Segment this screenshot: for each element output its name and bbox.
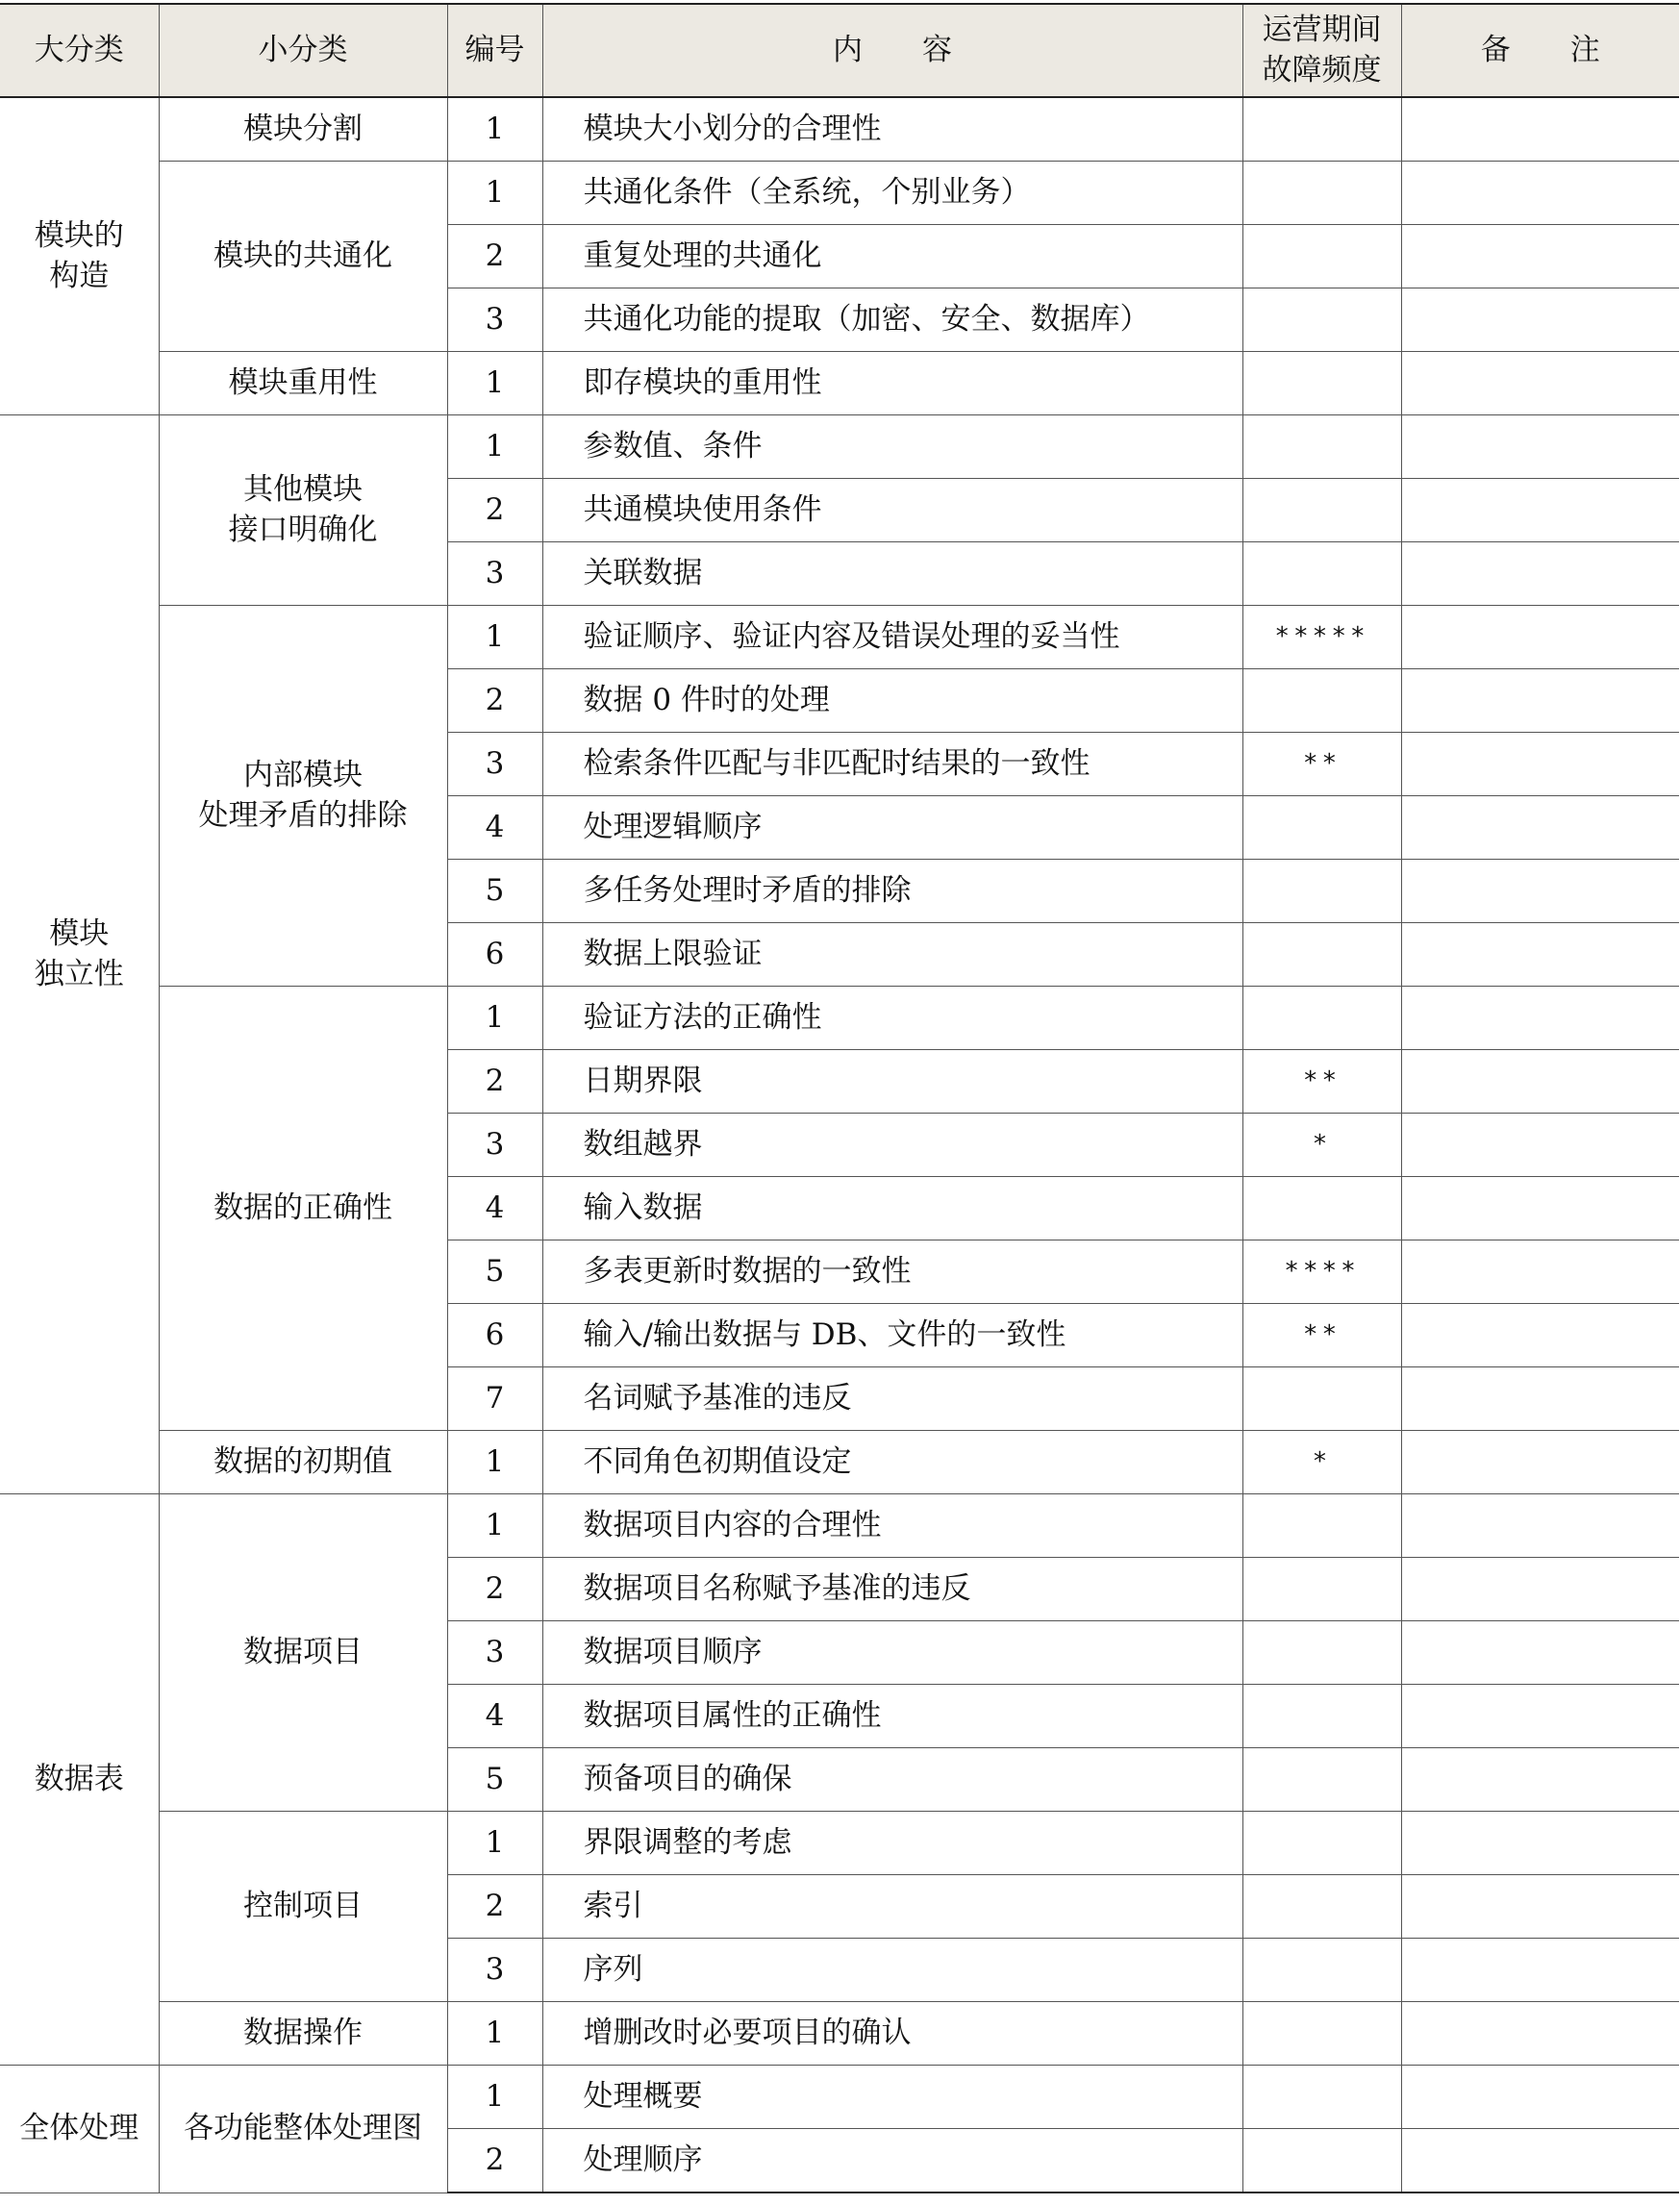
minor-category-cell: 模块重用性 (159, 352, 447, 415)
item-number: 4 (447, 796, 542, 860)
item-number: 1 (447, 987, 542, 1050)
item-content: 数据项目名称赋予基准的违反 (542, 1558, 1242, 1621)
item-number: 3 (447, 1939, 542, 2002)
item-number: 4 (447, 1685, 542, 1748)
remark-cell (1401, 225, 1679, 288)
header-minor-category: 小分类 (159, 4, 447, 97)
failure-frequency (1242, 479, 1401, 542)
item-number: 6 (447, 1304, 542, 1367)
failure-frequency (1242, 669, 1401, 733)
remark-cell (1401, 1494, 1679, 1558)
remark-cell (1401, 733, 1679, 796)
remark-cell (1401, 1685, 1679, 1748)
remark-cell (1401, 415, 1679, 479)
item-content: 数据项目内容的合理性 (542, 1494, 1242, 1558)
failure-frequency: ** (1242, 1304, 1401, 1367)
remark-cell (1401, 669, 1679, 733)
failure-frequency: ** (1242, 733, 1401, 796)
item-content: 共通化条件（全系统，个别业务） (542, 162, 1242, 225)
table-row (0, 606, 1679, 669)
header-major-category: 大分类 (0, 4, 159, 97)
failure-frequency (1242, 542, 1401, 606)
remark-cell (1401, 1367, 1679, 1431)
header-row (0, 4, 1679, 97)
major-label: 构造 (49, 258, 110, 293)
item-content: 多表更新时数据的一致性 (542, 1240, 1242, 1304)
table-row (0, 2002, 1679, 2066)
item-number: 1 (447, 1494, 542, 1558)
table-row (0, 987, 1679, 1050)
table-row (0, 2066, 1679, 2129)
failure-frequency: ** (1242, 1050, 1401, 1114)
failure-frequency (1242, 1177, 1401, 1240)
item-number: 3 (447, 1114, 542, 1177)
item-number: 7 (447, 1367, 542, 1431)
minor-category-cell (159, 415, 447, 606)
failure-frequency (1242, 1875, 1401, 1939)
failure-frequency (1242, 923, 1401, 987)
item-content: 共通化功能的提取（加密、安全、数据库） (542, 288, 1242, 352)
remark-cell (1401, 987, 1679, 1050)
item-content: 名词赋予基准的违反 (542, 1367, 1242, 1431)
item-content: 输入/输出数据与 DB、文件的一致性 (542, 1304, 1242, 1367)
item-content: 增删改时必要项目的确认 (542, 2002, 1242, 2066)
item-number: 1 (447, 2002, 542, 2066)
remark-cell (1401, 1050, 1679, 1114)
item-content: 检索条件匹配与非匹配时结果的一致性 (542, 733, 1242, 796)
item-content: 数据 0 件时的处理 (542, 669, 1242, 733)
remark-cell (1401, 97, 1679, 162)
item-number: 6 (447, 923, 542, 987)
item-number: 1 (447, 97, 542, 162)
failure-frequency (1242, 1367, 1401, 1431)
failure-frequency (1242, 1621, 1401, 1685)
remark-cell (1401, 796, 1679, 860)
item-content: 数据上限验证 (542, 923, 1242, 987)
item-number: 3 (447, 733, 542, 796)
item-content: 处理顺序 (542, 2129, 1242, 2193)
item-content: 预备项目的确保 (542, 1748, 1242, 1812)
minor-category-cell (159, 606, 447, 987)
minor-category-cell: 各功能整体处理图 (159, 2066, 447, 2193)
remark-cell (1401, 1114, 1679, 1177)
remark-cell (1401, 479, 1679, 542)
failure-frequency (1242, 1748, 1401, 1812)
remark-cell (1401, 162, 1679, 225)
failure-frequency (1242, 1558, 1401, 1621)
item-number: 2 (447, 1875, 542, 1939)
major-label: 独立性 (34, 956, 124, 991)
item-content: 处理概要 (542, 2066, 1242, 2129)
failure-frequency: * (1242, 1114, 1401, 1177)
remark-cell (1401, 1748, 1679, 1812)
remark-cell (1401, 923, 1679, 987)
remark-cell (1401, 542, 1679, 606)
item-number: 5 (447, 1748, 542, 1812)
remark-cell (1401, 1812, 1679, 1875)
minor-category-cell: 数据操作 (159, 2002, 447, 2066)
header-number: 编号 (447, 4, 542, 97)
item-content: 数组越界 (542, 1114, 1242, 1177)
item-number: 1 (447, 1431, 542, 1494)
item-number: 1 (447, 415, 542, 479)
minor-category-cell: 模块分割 (159, 97, 447, 162)
failure-frequency: * (1242, 1431, 1401, 1494)
header-freq-line2: 故障频度 (1262, 52, 1382, 88)
item-content: 多任务处理时矛盾的排除 (542, 860, 1242, 923)
item-content: 界限调整的考虑 (542, 1812, 1242, 1875)
minor-category-cell: 模块的共通化 (159, 162, 447, 352)
failure-frequency (1242, 1494, 1401, 1558)
item-content: 数据项目属性的正确性 (542, 1685, 1242, 1748)
item-content: 输入数据 (542, 1177, 1242, 1240)
major-category-cell (0, 415, 159, 1494)
item-content: 日期界限 (542, 1050, 1242, 1114)
failure-frequency (1242, 796, 1401, 860)
item-number: 5 (447, 1240, 542, 1304)
item-number: 4 (447, 1177, 542, 1240)
minor-category-cell: 数据项目 (159, 1494, 447, 1812)
item-content: 验证方法的正确性 (542, 987, 1242, 1050)
item-number: 2 (447, 1558, 542, 1621)
item-number: 3 (447, 1621, 542, 1685)
item-content: 索引 (542, 1875, 1242, 1939)
table-row (0, 415, 1679, 479)
item-content: 验证顺序、验证内容及错误处理的妥当性 (542, 606, 1242, 669)
remark-cell (1401, 1304, 1679, 1367)
remark-cell (1401, 1177, 1679, 1240)
remark-cell (1401, 606, 1679, 669)
table-row (0, 1812, 1679, 1875)
item-number: 1 (447, 2066, 542, 2129)
failure-frequency (1242, 2129, 1401, 2193)
remark-cell (1401, 352, 1679, 415)
failure-frequency (1242, 2002, 1401, 2066)
remark-cell (1401, 1431, 1679, 1494)
remark-cell (1401, 2002, 1679, 2066)
table-row (0, 352, 1679, 415)
remark-cell (1401, 1558, 1679, 1621)
failure-frequency (1242, 987, 1401, 1050)
item-number: 2 (447, 669, 542, 733)
failure-frequency (1242, 1812, 1401, 1875)
item-number: 2 (447, 1050, 542, 1114)
failure-frequency: ***** (1242, 606, 1401, 669)
item-number: 2 (447, 479, 542, 542)
major-label: 模块的 (34, 217, 124, 253)
failure-frequency (1242, 162, 1401, 225)
item-content: 处理逻辑顺序 (542, 796, 1242, 860)
header-freq-line1: 运营期间 (1262, 12, 1382, 47)
minor-category-cell: 控制项目 (159, 1812, 447, 2002)
header-remark: 备 注 (1401, 4, 1679, 97)
item-content: 模块大小划分的合理性 (542, 97, 1242, 162)
minor-label: 其他模块 (243, 471, 363, 507)
header-failure-frequency (1242, 4, 1401, 97)
major-label: 模块 (49, 915, 110, 951)
remark-cell (1401, 2066, 1679, 2129)
table-row (0, 162, 1679, 225)
item-content: 重复处理的共通化 (542, 225, 1242, 288)
item-number: 1 (447, 352, 542, 415)
remark-cell (1401, 860, 1679, 923)
item-content: 参数值、条件 (542, 415, 1242, 479)
minor-label: 内部模块 (243, 757, 363, 792)
table-row (0, 1494, 1679, 1558)
failure-frequency: **** (1242, 1240, 1401, 1304)
failure-frequency (1242, 1685, 1401, 1748)
item-content: 不同角色初期值设定 (542, 1431, 1242, 1494)
failure-frequency (1242, 415, 1401, 479)
major-category-cell: 全体处理 (0, 2066, 159, 2193)
failure-frequency (1242, 352, 1401, 415)
major-category-cell: 数据表 (0, 1494, 159, 2066)
table-row (0, 1431, 1679, 1494)
item-number: 1 (447, 606, 542, 669)
item-number: 2 (447, 225, 542, 288)
item-number: 1 (447, 1812, 542, 1875)
remark-cell (1401, 2129, 1679, 2193)
item-number: 1 (447, 162, 542, 225)
review-checklist-table (0, 3, 1679, 2193)
failure-frequency (1242, 860, 1401, 923)
table-row (0, 97, 1679, 162)
remark-cell (1401, 1875, 1679, 1939)
remark-cell (1401, 1621, 1679, 1685)
remark-cell (1401, 1240, 1679, 1304)
failure-frequency (1242, 97, 1401, 162)
item-content: 关联数据 (542, 542, 1242, 606)
item-number: 2 (447, 2129, 542, 2193)
item-number: 3 (447, 288, 542, 352)
major-category-cell (0, 97, 159, 415)
minor-category-cell: 数据的正确性 (159, 987, 447, 1431)
header-content: 内 容 (542, 4, 1242, 97)
failure-frequency (1242, 288, 1401, 352)
item-number: 5 (447, 860, 542, 923)
minor-category-cell: 数据的初期值 (159, 1431, 447, 1494)
remark-cell (1401, 1939, 1679, 2002)
failure-frequency (1242, 2066, 1401, 2129)
failure-frequency (1242, 1939, 1401, 2002)
remark-cell (1401, 288, 1679, 352)
item-content: 数据项目顺序 (542, 1621, 1242, 1685)
minor-label: 处理矛盾的排除 (198, 797, 408, 833)
minor-label: 接口明确化 (228, 512, 378, 547)
item-number: 3 (447, 542, 542, 606)
item-content: 序列 (542, 1939, 1242, 2002)
failure-frequency (1242, 225, 1401, 288)
item-content: 共通模块使用条件 (542, 479, 1242, 542)
item-content: 即存模块的重用性 (542, 352, 1242, 415)
